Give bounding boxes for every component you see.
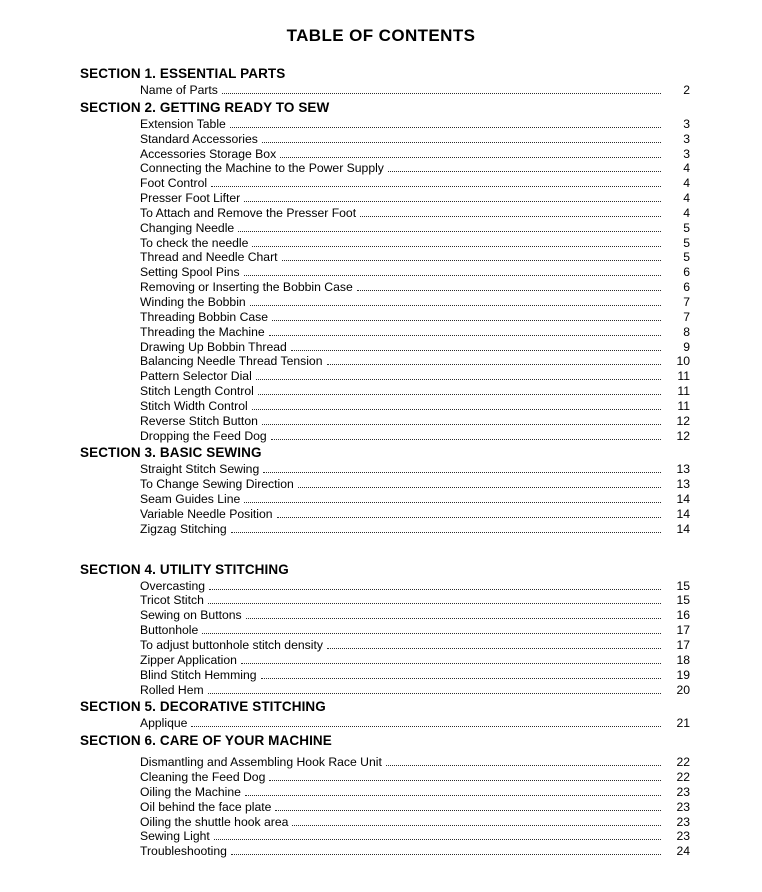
toc-entry-label: Changing Needle <box>140 220 235 235</box>
toc-entry[interactable] <box>0 369 762 384</box>
toc-entry-page-number: 2 <box>683 83 690 97</box>
dot-leader <box>360 215 661 217</box>
toc-entry-label: To check the needle <box>140 235 249 250</box>
toc-entry[interactable] <box>0 221 762 236</box>
toc-entry-label: Connecting the Machine to the Power Supply <box>140 161 384 176</box>
dot-leader <box>357 289 661 291</box>
toc-entry[interactable] <box>0 522 762 537</box>
toc-entry-label: Oiling the shuttle hook area <box>140 814 289 829</box>
toc-entry[interactable] <box>0 829 762 844</box>
section-heading: SECTION 3. BASIC SEWING <box>80 445 262 461</box>
toc-entry-page-number: 23 <box>676 799 690 814</box>
dot-leader <box>269 779 661 781</box>
toc-entry-page-number: 15 <box>676 593 690 608</box>
toc-entry-label: Stitch Width Control <box>140 398 248 413</box>
toc-entry[interactable] <box>0 117 762 132</box>
toc-entry[interactable] <box>0 354 762 369</box>
toc-entry-page-number: 6 <box>683 280 690 295</box>
toc-entry-label: Drawing Up Bobbin Thread <box>140 339 287 354</box>
dot-leader <box>272 319 661 321</box>
dot-leader <box>386 764 661 766</box>
section-entry-list <box>0 462 762 536</box>
toc-entry-label: Oiling the Machine <box>140 784 241 799</box>
toc-entry[interactable] <box>0 623 762 638</box>
toc-entry[interactable] <box>0 132 762 147</box>
section-entry-list <box>0 716 762 731</box>
toc-entry-label: Name of Parts <box>140 83 218 97</box>
toc-entry-label: To adjust buttonhole stitch density <box>140 638 323 652</box>
dot-leader <box>252 245 661 247</box>
dot-leader <box>244 501 661 503</box>
toc-entry-page-number: 11 <box>677 369 690 384</box>
toc-entry-page-number: 24 <box>676 844 690 859</box>
toc-entry-page-number: 14 <box>676 521 690 536</box>
toc-section <box>0 560 762 698</box>
section-heading: SECTION 4. UTILITY STITCHING <box>80 561 289 577</box>
toc-entry-page-number: 5 <box>683 220 690 235</box>
toc-entry[interactable] <box>0 716 762 731</box>
toc-entry-page-number: 4 <box>683 205 690 220</box>
dot-leader <box>244 274 661 276</box>
toc-entry[interactable] <box>0 236 762 251</box>
section-entry-list <box>0 83 762 98</box>
dot-leader <box>263 471 661 473</box>
toc-entry-page-number: 19 <box>676 667 690 682</box>
toc-entry-page-number: 22 <box>676 770 690 785</box>
dot-leader <box>211 185 661 187</box>
toc-entry-label: Oil behind the face plate <box>140 799 272 814</box>
toc-entry-page-number: 6 <box>683 265 690 280</box>
dot-leader <box>245 794 661 796</box>
toc-entry-page-number: 11 <box>677 384 690 399</box>
toc-entry-page-number: 7 <box>683 294 690 309</box>
toc-entry-label: Threading the Machine <box>140 324 265 339</box>
toc-section <box>0 64 762 98</box>
dot-leader <box>230 126 661 128</box>
dot-leader <box>298 486 661 488</box>
dot-leader <box>231 853 661 855</box>
toc-entry-page-number: 4 <box>683 176 690 191</box>
dot-leader <box>262 423 661 425</box>
toc-entry-label: Extension Table <box>140 116 226 131</box>
toc-entry[interactable] <box>0 176 762 191</box>
toc-entry-page-number: 23 <box>676 829 690 844</box>
toc-entry-label: Setting Spool Pins <box>140 265 240 280</box>
toc-entry-label: Threading Bobbin Case <box>140 309 269 324</box>
toc-entry-page-number: 10 <box>676 354 690 369</box>
toc-entry-page-number: 5 <box>683 235 690 250</box>
dot-leader <box>241 662 661 664</box>
toc-entry-label: Blind Stitch Hemming <box>140 667 257 682</box>
toc-entry-page-number: 23 <box>676 814 690 829</box>
section-entry-list <box>0 755 762 859</box>
dot-leader <box>261 677 661 679</box>
toc-section <box>0 443 762 536</box>
dot-leader <box>222 92 661 94</box>
toc-entry-label: Variable Needle Position <box>140 506 273 521</box>
toc-entry[interactable] <box>0 608 762 623</box>
toc-section <box>0 697 762 731</box>
toc-entry[interactable] <box>0 770 762 785</box>
dot-leader <box>282 259 661 261</box>
toc-entry[interactable] <box>0 250 762 265</box>
toc-entry[interactable] <box>0 161 762 176</box>
dot-leader <box>256 378 661 380</box>
toc-entry-label: Winding the Bobbin <box>140 294 246 309</box>
toc-entry-label: Tricot Stitch <box>140 593 204 608</box>
toc-entry-label: Overcasting <box>140 578 206 593</box>
toc-entry[interactable] <box>0 429 762 444</box>
toc-entry-page-number: 23 <box>676 784 690 799</box>
toc-entry-page-number: 13 <box>676 477 690 492</box>
dot-leader <box>202 632 661 634</box>
toc-entry[interactable] <box>0 280 762 295</box>
dot-leader <box>250 304 661 306</box>
toc-section <box>0 731 762 859</box>
toc-entry-page-number: 17 <box>676 623 690 638</box>
toc-entry-label: Troubleshooting <box>140 844 227 859</box>
toc-entry-page-number: 18 <box>676 652 690 667</box>
toc-entry[interactable] <box>0 265 762 280</box>
toc-entry-page-number: 14 <box>676 492 690 507</box>
toc-entry[interactable] <box>0 800 762 815</box>
toc-entry-label: Sewing Light <box>140 829 210 844</box>
dot-leader <box>208 602 661 604</box>
toc-entry-page-number: 15 <box>676 578 690 593</box>
toc-entry-label: Straight Stitch Sewing <box>140 462 260 477</box>
section-heading: SECTION 5. DECORATIVE STITCHING <box>80 699 326 715</box>
toc-entry[interactable] <box>0 785 762 800</box>
toc-entry-page-number: 22 <box>676 755 690 770</box>
toc-entry-page-number: 11 <box>677 398 690 413</box>
dot-leader <box>327 363 662 365</box>
toc-entry[interactable] <box>0 492 762 507</box>
toc-entry[interactable] <box>0 593 762 608</box>
section-entry-list <box>0 579 762 698</box>
dot-leader <box>327 647 661 649</box>
toc-entry-label: Zipper Application <box>140 652 237 667</box>
dot-leader <box>214 838 661 840</box>
toc-entry[interactable] <box>0 653 762 668</box>
toc-entry-label: Dismantling and Assembling Hook Race Unit <box>140 755 382 770</box>
toc-entry-page-number: 21 <box>676 716 690 731</box>
toc-entry-label: Standard Accessories <box>140 131 258 146</box>
toc-entry-page-number: 20 <box>676 682 690 697</box>
dot-leader <box>269 334 661 336</box>
toc-entry-label: To Change Sewing Direction <box>140 477 294 492</box>
toc-entry[interactable] <box>0 384 762 399</box>
toc-entry[interactable] <box>0 310 762 325</box>
toc-entry-page-number: 14 <box>676 506 690 521</box>
toc-entry-label: To Attach and Remove the Presser Foot <box>140 205 357 220</box>
toc-entry[interactable] <box>0 325 762 340</box>
toc-entry-label: Reverse Stitch Button <box>140 413 258 428</box>
toc-entry-page-number: 4 <box>683 161 690 176</box>
dot-leader <box>262 141 661 143</box>
toc-entry[interactable] <box>0 477 762 492</box>
toc-entry[interactable] <box>0 191 762 206</box>
toc-entry[interactable] <box>0 815 762 830</box>
section-heading: SECTION 6. CARE OF YOUR MACHINE <box>80 733 332 749</box>
dot-leader <box>292 824 661 826</box>
toc-entry-page-number: 7 <box>683 309 690 324</box>
dot-leader <box>209 588 661 590</box>
toc-entry-label: Accessories Storage Box <box>140 146 277 161</box>
toc-entry[interactable] <box>0 844 762 859</box>
toc-entry-page-number: 12 <box>676 413 690 428</box>
toc-entry-label: Rolled Hem <box>140 682 204 697</box>
toc-entry[interactable] <box>0 638 762 653</box>
toc-entry-page-number: 5 <box>683 250 690 265</box>
dot-leader <box>246 617 661 619</box>
table-of-contents <box>0 64 762 859</box>
toc-entry[interactable] <box>0 668 762 683</box>
toc-entry-page-number: 17 <box>676 638 690 652</box>
toc-entry[interactable] <box>0 462 762 477</box>
toc-entry[interactable] <box>0 399 762 414</box>
toc-entry-page-number: 13 <box>676 462 690 477</box>
toc-entry[interactable] <box>0 340 762 355</box>
toc-entry-label: Sewing on Buttons <box>140 608 242 623</box>
toc-entry-label: Pattern Selector Dial <box>140 369 252 384</box>
dot-leader <box>271 438 661 440</box>
toc-entry-label: Balancing Needle Thread Tension <box>140 354 323 369</box>
toc-entry-label: Seam Guides Line <box>140 492 241 507</box>
toc-entry[interactable] <box>0 147 762 162</box>
toc-entry-label: Foot Control <box>140 176 208 191</box>
toc-entry-label: Dropping the Feed Dog <box>140 428 267 443</box>
dot-leader <box>258 393 661 395</box>
toc-entry[interactable] <box>0 755 762 770</box>
dot-leader <box>291 349 661 351</box>
dot-leader <box>252 408 661 410</box>
toc-entry[interactable] <box>0 206 762 221</box>
dot-leader <box>280 156 661 158</box>
toc-entry-page-number: 3 <box>683 146 690 161</box>
toc-entry-page-number: 9 <box>683 339 690 354</box>
toc-entry[interactable] <box>0 507 762 522</box>
toc-entry-label: Removing or Inserting the Bobbin Case <box>140 280 353 295</box>
dot-leader <box>191 725 661 727</box>
dot-leader <box>208 692 661 694</box>
dot-leader <box>277 516 661 518</box>
page-title: TABLE OF CONTENTS <box>286 26 476 45</box>
section-entry-list <box>0 117 762 444</box>
dot-leader <box>388 170 661 172</box>
dot-leader <box>244 200 661 202</box>
section-heading: SECTION 1. ESSENTIAL PARTS <box>80 66 286 81</box>
toc-entry-label: Presser Foot Lifter <box>140 191 241 206</box>
dot-leader <box>275 809 661 811</box>
dot-leader <box>238 230 661 232</box>
toc-entry[interactable] <box>0 83 762 98</box>
toc-entry-page-number: 16 <box>676 608 690 623</box>
toc-entry[interactable] <box>0 579 762 594</box>
section-heading: SECTION 2. GETTING READY TO SEW <box>80 99 330 115</box>
toc-entry-page-number: 8 <box>683 324 690 339</box>
toc-entry-page-number: 12 <box>676 428 690 443</box>
toc-entry-label: Cleaning the Feed Dog <box>140 770 266 785</box>
toc-entry[interactable] <box>0 414 762 429</box>
toc-entry-label: Buttonhole <box>140 623 199 638</box>
toc-entry[interactable] <box>0 295 762 310</box>
toc-entry-page-number: 3 <box>683 131 690 146</box>
dot-leader <box>231 531 661 533</box>
toc-entry-label: Zigzag Stitching <box>140 521 227 536</box>
toc-entry-page-number: 4 <box>683 191 690 206</box>
toc-entry[interactable] <box>0 683 762 698</box>
toc-entry-label: Stitch Length Control <box>140 384 254 399</box>
toc-entry-label: Thread and Needle Chart <box>140 250 278 265</box>
toc-entry-label: Applique <box>140 716 188 731</box>
toc-entry-page-number: 3 <box>683 116 690 131</box>
toc-section <box>0 98 762 444</box>
